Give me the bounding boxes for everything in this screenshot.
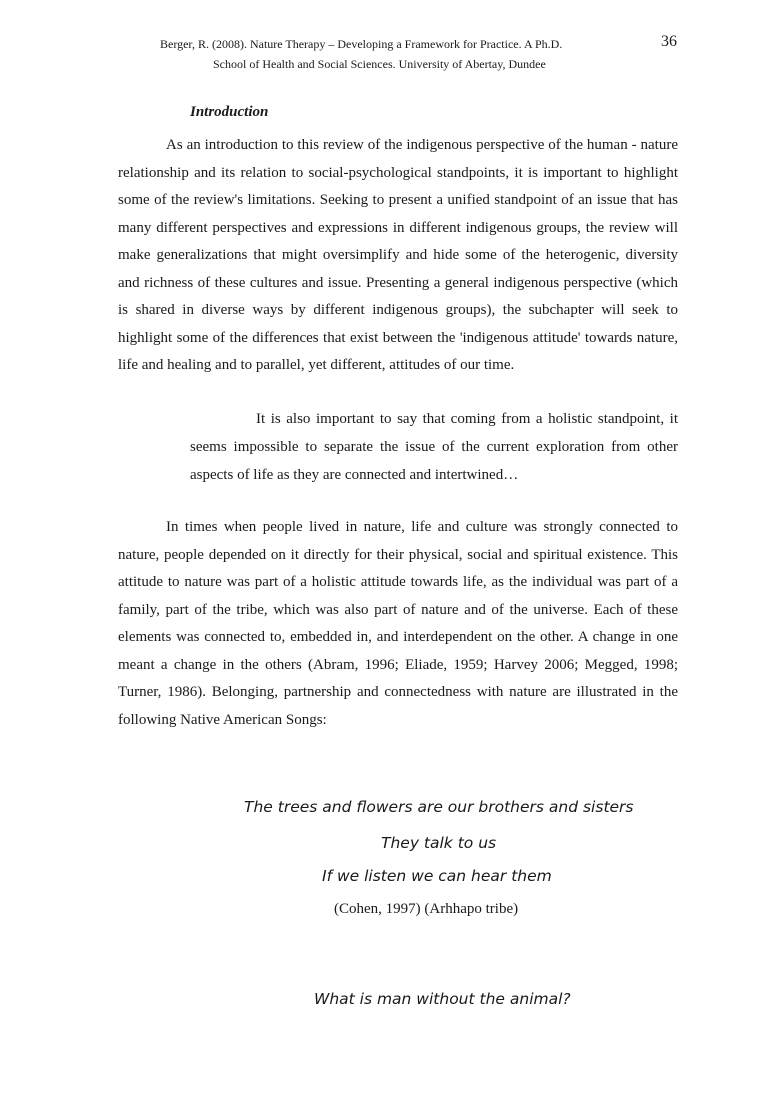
page-number: 36: [661, 33, 677, 50]
song-1-line-1: The trees and flowers are our brothers and sisters: [244, 798, 634, 816]
song-1-line-3: If we listen we can hear them: [322, 867, 552, 885]
song-1-source: (Cohen, 1997) (Arhhapo tribe): [334, 901, 519, 917]
song-1-line-2: They talk to us: [381, 834, 497, 852]
header-institution-line: School of Health and Social Sciences. University of Abertay, Dundee: [213, 57, 546, 71]
header-citation-line: Berger, R. (2008). Nature Therapy – Developing a Framework for Practice. A Ph.D.: [160, 37, 563, 51]
song-2-line-1: What is man without the animal?: [314, 990, 571, 1008]
block-quote: It is also important to say that coming from a holistic standpoint, it seems impossible to separate the issue of the current exploration from other aspects of life as they are connected and intertwined…: [190, 411, 678, 483]
body-paragraph-1: As an introduction to this review of the indigenous perspective of the human - nature relationship and its relation to social-psychological standpoints, it is important to highlight some of the review's limitations. Seeking to present a unified standpoint of an issue that has many different perspectives and expressions in different indigenous groups, the review will make generalizations that might oversimplify and hide some of the heterogenic, diversity and richness of these cultures and issue. Presenting a general indigenous perspective (which is shared in diverse ways by different indigenous groups), the subchapter will seek to highlight some of the differences that exist between the 'indigenous attitude' towards nature, life and healing and to parallel, yet different, attitudes of our time.: [118, 137, 678, 373]
section-heading: Introduction: [190, 104, 269, 120]
body-paragraph-2: In times when people lived in nature, life and culture was strongly connected to nature, people depended on it directly for their physical, social and spiritual existence. This attitude to nature was part of a holistic attitude towards life, as the individual was part of a family, part of the tribe, which was also part of nature and of the universe. Each of these elements was connected to, embedded in, and interdependent on the other. A change in one meant a change in the others (Abram, 1996; Eliade, 1959; Harvey 2006; Megged, 1998; Turner, 1986). Belonging, partnership and connectedness with nature are illustrated in the following Native American Songs:: [118, 519, 678, 728]
